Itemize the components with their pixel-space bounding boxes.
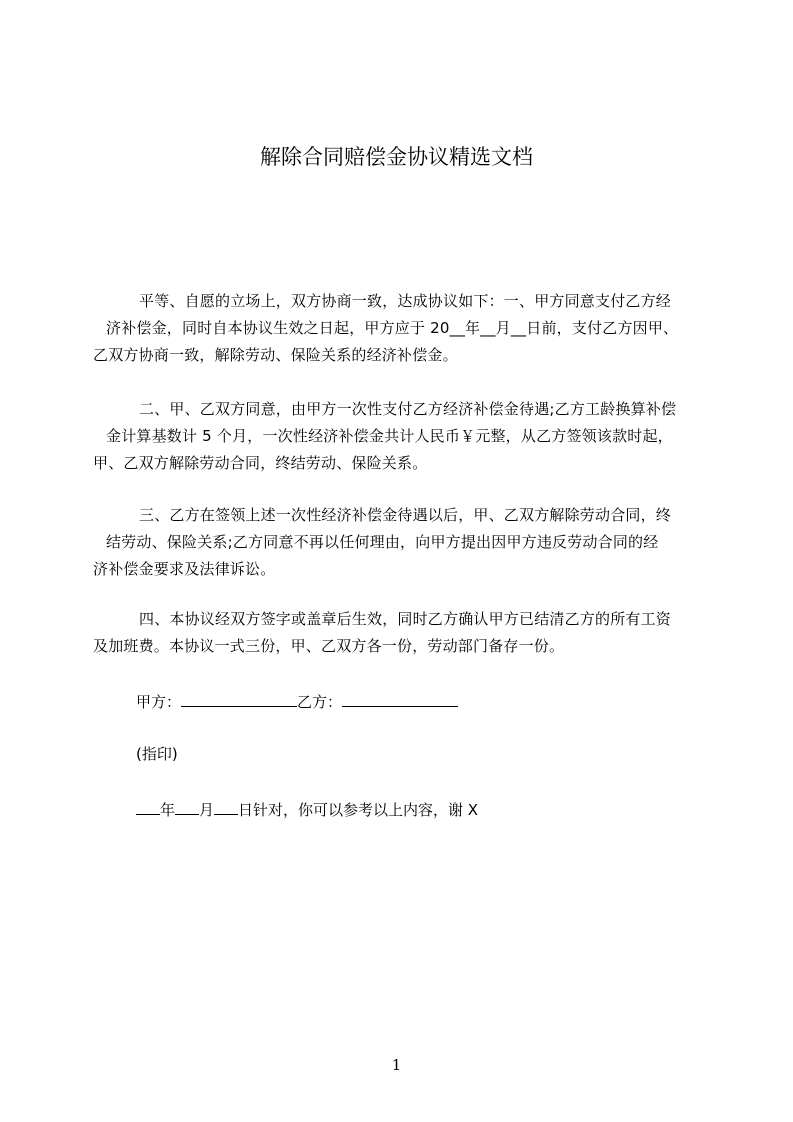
paragraph-line: 三、乙方在签领上述一次性经济补偿金待遇以后，甲、乙双方解除劳动合同，终 <box>139 506 672 524</box>
paragraph-line: 平等、自愿的立场上，双方协商一致，达成协议如下：一、甲方同意支付乙方经 <box>139 292 672 310</box>
paragraph-line: 济补偿金要求及法律诉讼。 <box>93 560 276 578</box>
paragraph-line: 甲、乙双方解除劳动合同，终结劳动、保险关系。 <box>93 454 428 472</box>
agreement-paragraph-3 <box>93 502 703 583</box>
agreement-paragraph-2 <box>93 396 703 477</box>
paragraph-line: 及加班费。本协议一式三份，甲、乙双方各一份，劳动部门备存一份。 <box>93 637 565 655</box>
paragraph-line: 金计算基数计 5 个月，一次性经济补偿金共计人民币￥元整，从乙方签领该款时起， <box>106 427 673 445</box>
date-tail-text: 日针对，你可以参考以上内容，谢 X <box>238 801 479 819</box>
date-row <box>136 796 696 824</box>
page-number: 1 <box>391 1056 402 1074</box>
paragraph-line: 乙双方协商一致，解除劳动、保险关系的经济补偿金。 <box>93 346 458 364</box>
paragraph-line: 济补偿金，同时自本协议生效之日起，甲方应于 20__年__月__日前，支付乙方因甲、 <box>106 319 679 337</box>
agreement-paragraph-4 <box>93 606 703 660</box>
party-a-label: 甲方： <box>136 693 182 711</box>
agreement-paragraph-1 <box>93 288 703 369</box>
party-a-signature-blank[interactable] <box>181 688 297 707</box>
party-b-label: 乙方： <box>297 693 343 711</box>
month-blank[interactable] <box>175 796 199 815</box>
fingerprint-row <box>136 741 696 768</box>
paragraph-line: 二、甲、乙双方同意，由甲方一次性支付乙方经济补偿金待遇;乙方工龄换算补偿 <box>139 400 677 418</box>
fingerprint-label: (指印) <box>136 745 178 763</box>
party-b-signature-blank[interactable] <box>342 688 458 707</box>
day-blank[interactable] <box>214 796 238 815</box>
year-blank[interactable] <box>136 796 160 815</box>
signature-row <box>136 688 696 716</box>
document-title: 解除合同赔偿金协议精选文档 <box>260 145 533 169</box>
paragraph-line: 四、本协议经双方签字或盖章后生效，同时乙方确认甲方已结清乙方的所有工资 <box>139 610 672 628</box>
paragraph-line: 结劳动、保险关系;乙方同意不再以任何理由，向甲方提出因甲方违反劳动合同的经 <box>106 533 659 551</box>
month-label: 月 <box>199 801 215 819</box>
year-label: 年 <box>160 801 176 819</box>
